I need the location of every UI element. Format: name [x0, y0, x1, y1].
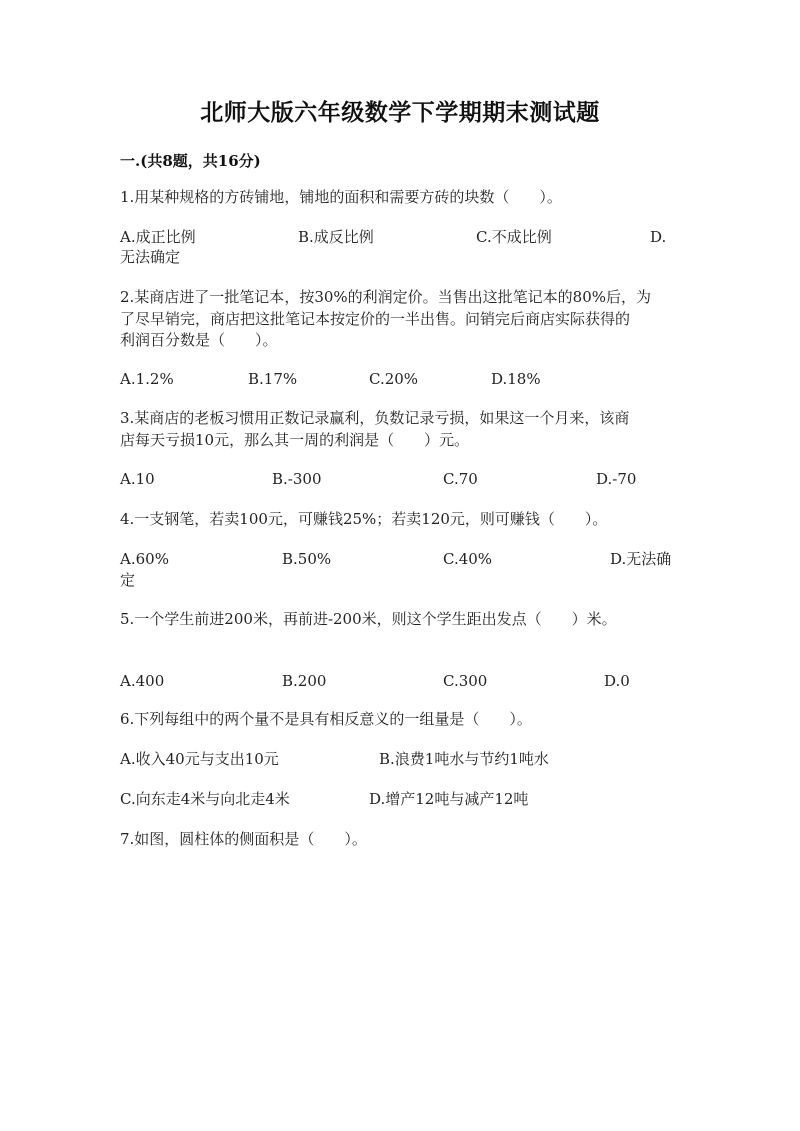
question-6-option-c: C.向东走4米与向北走4米 — [120, 790, 290, 808]
question-6-stem: 6.下列每组中的两个量不是具有相反意义的一组量是（ ）。 — [120, 710, 532, 728]
question-2-option-b: B.17% — [248, 370, 298, 388]
section-heading: 一.(共8题，共16分) — [120, 152, 261, 170]
question-5-option-c: C.300 — [443, 672, 488, 690]
question-2-option-c: C.20% — [369, 370, 419, 388]
question-4-option-d: D.无法确 — [610, 550, 672, 568]
question-1-option-a: A.成正比例 — [120, 228, 196, 246]
question-3-option-b: B.-300 — [272, 470, 322, 488]
question-4-option-c: C.40% — [443, 550, 493, 568]
question-3-stem-line-2: 店每天亏损10元，那么其一周的利润是（ ）元。 — [120, 431, 470, 449]
question-2-stem-line-1: 2.某商店进了一批笔记本，按30%的利润定价。当售出这批笔记本的80%后，为 — [120, 288, 651, 306]
question-4-option-b: B.50% — [282, 550, 332, 568]
question-5-stem: 5.一个学生前进200米，再前进-200米，则这个学生距出发点（ ）米。 — [120, 610, 617, 628]
question-1-option-b: B.成反比例 — [298, 228, 374, 246]
question-3-option-d: D.-70 — [596, 470, 637, 488]
question-4-stem: 4.一支钢笔，若卖100元，可赚钱25%；若卖120元，则可赚钱（ ）。 — [120, 510, 608, 528]
question-1-stem: 1.用某种规格的方砖铺地，铺地的面积和需要方砖的块数（ ）。 — [120, 188, 562, 206]
page-title: 北师大版六年级数学下学期期末测试题 — [200, 99, 600, 126]
question-5-option-d: D.0 — [604, 672, 630, 690]
question-1-option-c: C.不成比例 — [476, 228, 552, 246]
question-7-stem: 7.如图，圆柱体的侧面积是（ ）。 — [120, 830, 367, 848]
question-1-option-d: D. — [650, 228, 667, 246]
question-1-option-d-continued: 无法确定 — [120, 248, 181, 266]
question-6-option-b: B.浪费1吨水与节约1吨水 — [379, 750, 549, 768]
question-3-option-c: C.70 — [443, 470, 478, 488]
question-3-option-a: A.10 — [120, 470, 155, 488]
question-4-option-d-continued: 定 — [120, 571, 136, 589]
question-5-option-b: B.200 — [282, 672, 327, 690]
question-2-option-a: A.1.2% — [120, 370, 174, 388]
question-2-option-d: D.18% — [491, 370, 541, 388]
question-2-stem-line-3: 利润百分数是（ ）。 — [120, 331, 278, 349]
question-4-option-a: A.60% — [120, 550, 169, 568]
question-3-stem-line-1: 3.某商店的老板习惯用正数记录赢利，负数记录亏损，如果这一个月来，该商 — [120, 409, 630, 427]
question-5-option-a: A.400 — [120, 672, 165, 690]
question-2-stem-line-2: 了尽早销完，商店把这批笔记本按定价的一半出售。问销完后商店实际获得的 — [120, 310, 631, 328]
question-6-option-d: D.增产12吨与减产12吨 — [369, 790, 529, 808]
question-6-option-a: A.收入40元与支出10元 — [120, 750, 279, 768]
